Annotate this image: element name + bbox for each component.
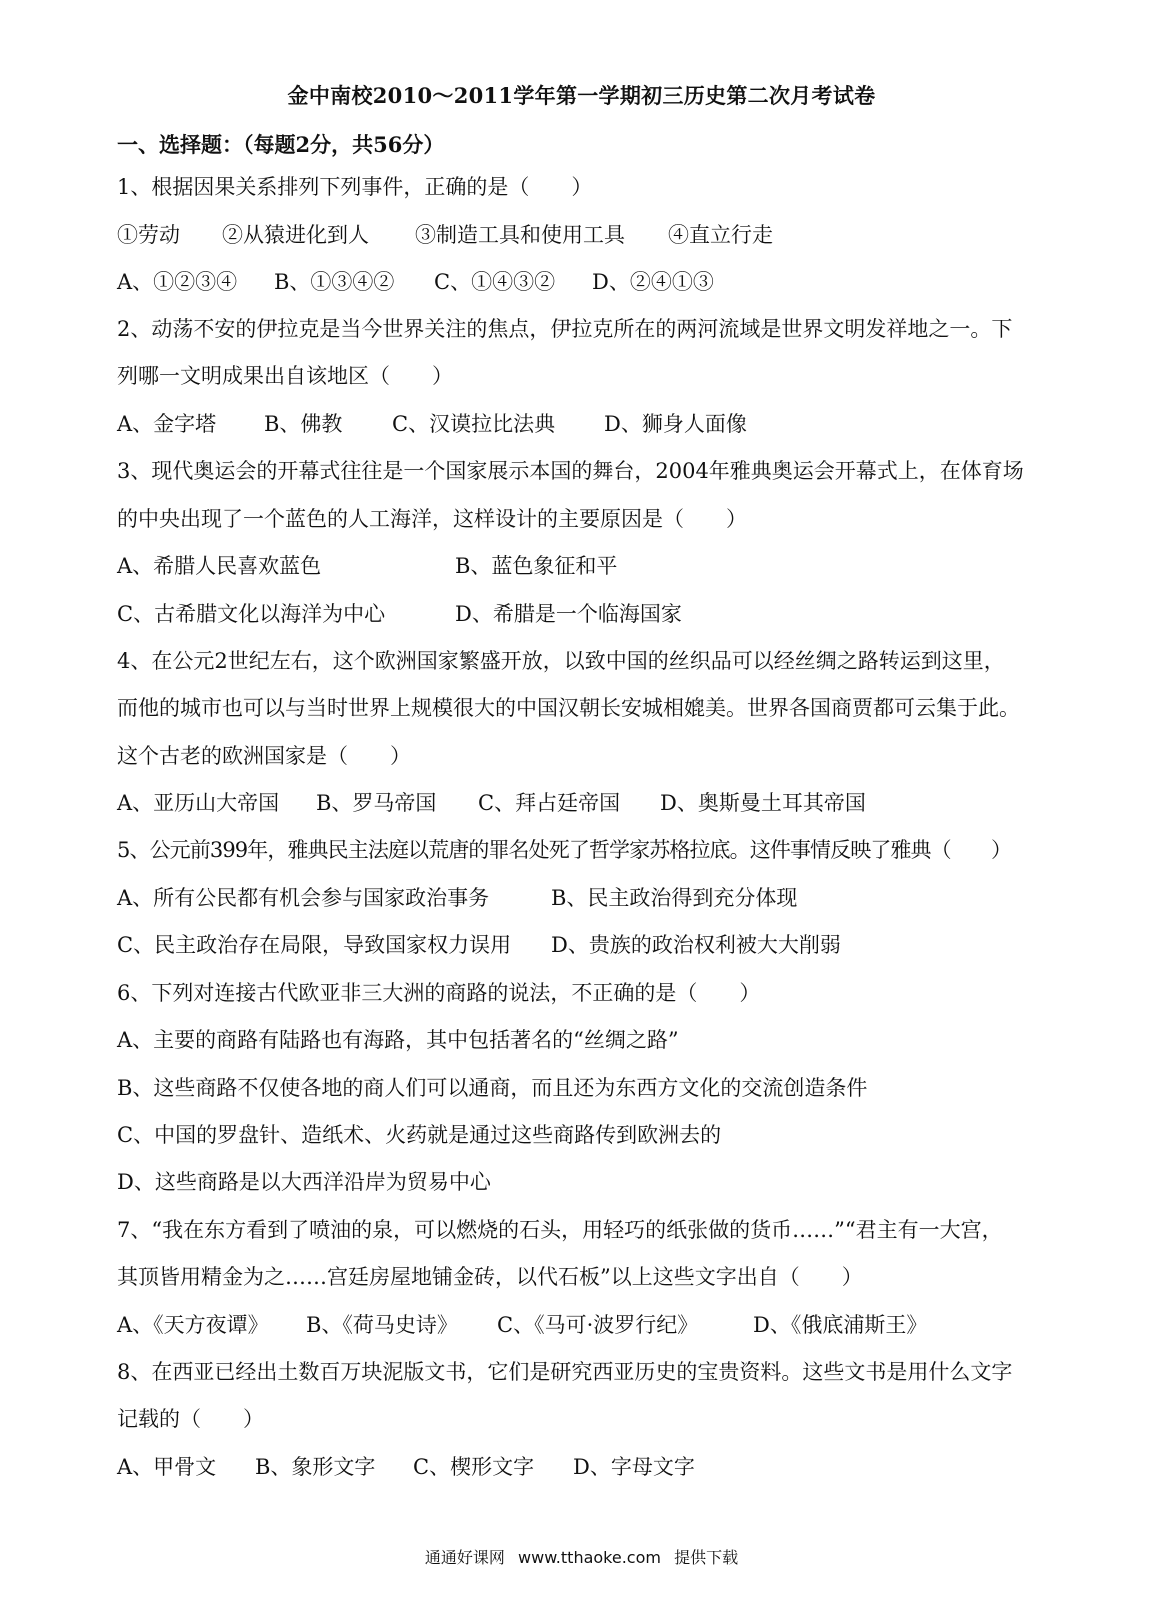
option-c: C、汉谟拉比法典	[392, 412, 556, 436]
option-a: A、《天方夜谭》	[117, 1313, 269, 1337]
option-c: C、民主政治存在局限，导致国家权力误用	[117, 933, 512, 957]
question-2-stem-line-2: 列哪一文明成果出自该地区（ ）	[117, 364, 453, 388]
question-5-options-row-2	[117, 931, 841, 959]
question-7-stem-line-2: 其顶皆用精金为之……宫廷房屋地铺金砖，以代石板”以上这些文字出自（ ）	[117, 1265, 863, 1289]
question-6-stem: 6、下列对连接古代欧亚非三大洲的商路的说法，不正确的是（ ）	[117, 981, 761, 1005]
item: ②从猿进化到人	[222, 223, 369, 247]
option-b: B、蓝色象征和平	[455, 554, 618, 578]
question-3-options-row-2	[117, 600, 682, 628]
option-c: C、拜占廷帝国	[478, 791, 621, 815]
question-3-stem-line-1: 3、现代奥运会的开幕式往往是一个国家展示本国的舞台，2004年雅典奥运会开幕式上，在体育场	[117, 459, 1024, 483]
footer-url[interactable]: www.tthaoke.com	[518, 1548, 661, 1567]
footer-site-name: 通通好课网	[424, 1548, 505, 1567]
option-b: B、佛教	[264, 412, 343, 436]
option-c: C、楔形文字	[413, 1455, 535, 1479]
question-4-stem-line-1: 4、在公元2世纪左右，这个欧洲国家繁盛开放，以致中国的丝织品可以经丝绸之路转运到这里，	[117, 649, 1005, 673]
question-1-items	[117, 221, 773, 249]
item: ④直立行走	[668, 223, 773, 247]
question-8-options	[117, 1453, 695, 1481]
question-4-options	[117, 789, 866, 817]
question-4-stem-line-2: 而他的城市也可以与当时世界上规模很大的中国汉朝长安城相媲美。世界各国商贾都可云集于此。	[117, 696, 1020, 720]
question-3-options-row-1	[117, 552, 617, 580]
option-b: B、民主政治得到充分体现	[551, 886, 798, 910]
option-d: D、奥斯曼土耳其帝国	[660, 791, 866, 815]
option-d: D、狮身人面像	[604, 412, 747, 436]
question-1-options	[117, 268, 714, 296]
footer-note: 提供下载	[674, 1548, 739, 1567]
option-c: C、中国的罗盘针、造纸术、火药就是通过这些商路传到欧洲去的	[117, 1123, 722, 1147]
option-d: D、《俄底浦斯王》	[753, 1313, 928, 1337]
option-c: C、《马可·波罗行纪》	[497, 1313, 699, 1337]
option-a: A、金字塔	[117, 412, 217, 436]
option-b: B、象形文字	[255, 1455, 376, 1479]
question-3-stem-line-2: 的中央出现了一个蓝色的人工海洋，这样设计的主要原因是（ ）	[117, 507, 747, 531]
option-b: B、《荷马史诗》	[306, 1313, 458, 1337]
section-heading: 一、选择题：（每题2分，共56分）	[117, 132, 445, 157]
option-a: A、亚历山大帝国	[117, 791, 280, 815]
option-a: A、主要的商路有陆路也有海路，其中包括著名的“丝绸之路”	[117, 1028, 679, 1052]
question-4-stem-line-3: 这个古老的欧洲国家是（ ）	[117, 744, 411, 768]
question-5-stem: 5、公元前399年，雅典民主法庭以荒唐的罪名处死了哲学家苏格拉底。这件事情反映了雅典（ ）	[117, 838, 1012, 862]
item: ③制造工具和使用工具	[415, 223, 625, 247]
option-a: A、①②③④	[117, 270, 238, 294]
option-d: D、贵族的政治权利被大大削弱	[551, 933, 841, 957]
option-a: A、希腊人民喜欢蓝色	[117, 554, 322, 578]
question-2-options	[117, 410, 747, 438]
question-2-stem-line-1: 2、动荡不安的伊拉克是当今世界关注的焦点，伊拉克所在的两河流域是世界文明发祥地之一。下	[117, 317, 1013, 341]
question-7-options	[117, 1311, 927, 1339]
option-a: A、所有公民都有机会参与国家政治事务	[117, 886, 490, 910]
option-d: D、这些商路是以大西洋沿岸为贸易中心	[117, 1170, 491, 1194]
question-8-stem-line-2: 记载的（ ）	[117, 1407, 264, 1431]
question-1-stem: 1、根据因果关系排列下列事件，正确的是（ ）	[117, 175, 593, 199]
item: ①劳动	[117, 223, 180, 247]
page-footer	[0, 1545, 1163, 1568]
option-b: B、罗马帝国	[316, 791, 437, 815]
question-8-stem-line-1: 8、在西亚已经出土数百万块泥版文书，它们是研究西亚历史的宝贵资料。这些文书是用什么文字	[117, 1360, 1013, 1384]
option-a: A、甲骨文	[117, 1455, 217, 1479]
option-b: B、这些商路不仅使各地的商人们可以通商，而且还为东西方文化的交流创造条件	[117, 1076, 868, 1100]
option-b: B、①③④②	[274, 270, 395, 294]
question-7-stem-line-1: 7、“我在东方看到了喷油的泉，可以燃烧的石头，用轻巧的纸张做的货币……”“君主有一大宫，	[117, 1218, 1003, 1242]
option-d: D、希腊是一个临海国家	[455, 602, 682, 626]
option-c: C、①④③②	[434, 270, 556, 294]
question-5-options-row-1	[117, 884, 797, 912]
option-d: D、字母文字	[573, 1455, 695, 1479]
page-title: 金中南校2010～2011学年第一学期初三历史第二次月考试卷	[287, 83, 876, 108]
option-d: D、②④①③	[592, 270, 714, 294]
option-c: C、古希腊文化以海洋为中心	[117, 602, 386, 626]
